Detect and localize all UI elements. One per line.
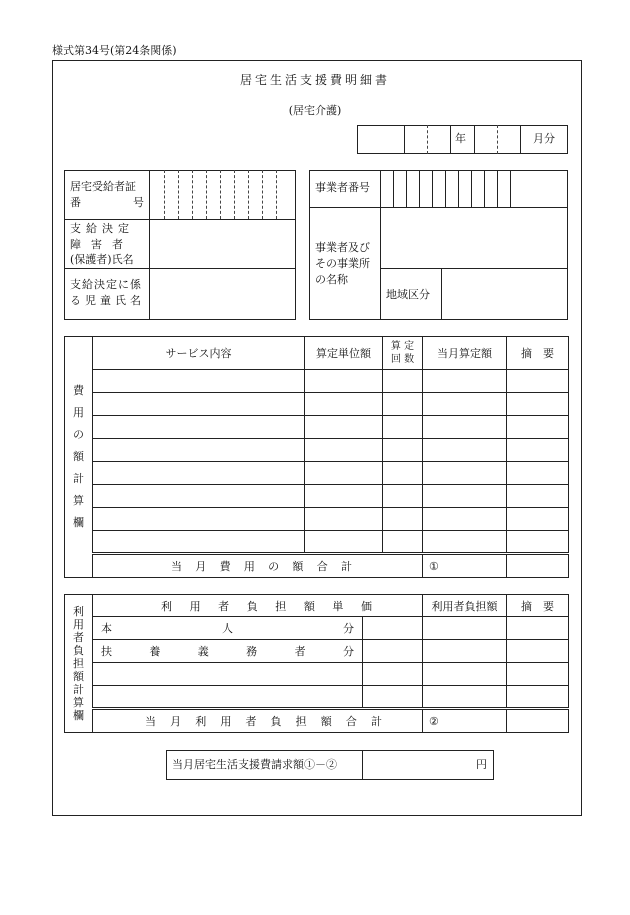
label-char: 当 bbox=[145, 715, 156, 728]
label-char: 担 bbox=[295, 715, 307, 728]
month-label: 月分 bbox=[533, 132, 555, 145]
col-burden-note: 摘 要 bbox=[507, 595, 569, 617]
label-char: 者 bbox=[73, 631, 84, 644]
table-row[interactable] bbox=[93, 508, 305, 531]
label-char: 費 bbox=[73, 384, 84, 397]
burden-unit-header bbox=[93, 595, 423, 617]
label-char: 月 bbox=[195, 560, 207, 573]
year-label: 年 bbox=[455, 132, 466, 145]
provider-name-label: 事業者及び bbox=[315, 241, 370, 254]
label-char: 計 bbox=[370, 715, 382, 728]
cost-total-value: ① bbox=[423, 554, 507, 578]
label-char: 用 bbox=[220, 715, 232, 728]
label-char: 欄 bbox=[73, 516, 84, 529]
cost-section-side-label bbox=[65, 380, 92, 534]
form-number: 様式第34号(第24条関係) bbox=[52, 44, 177, 57]
table-row[interactable] bbox=[93, 531, 305, 554]
burden-total-value: ② bbox=[423, 709, 507, 733]
label-char: 当 bbox=[171, 560, 182, 573]
cost-table bbox=[64, 336, 569, 578]
label-char: 養 bbox=[149, 645, 161, 658]
label-char: 者 bbox=[218, 599, 230, 613]
label-char: 費 bbox=[219, 560, 231, 573]
label-char: 利 bbox=[195, 715, 207, 728]
col-count: 算 定 回 数 bbox=[383, 337, 423, 370]
form-subtitle: (居宅介護) bbox=[288, 104, 342, 117]
label-char: 計 bbox=[73, 683, 84, 696]
table-row[interactable] bbox=[93, 439, 305, 462]
table-row[interactable] bbox=[93, 393, 305, 416]
label-char: 扶 bbox=[101, 645, 112, 658]
label-char: 負 bbox=[73, 644, 84, 657]
label-char: 務 bbox=[246, 645, 258, 658]
label-char: 用 bbox=[73, 618, 84, 631]
label-char: 額 bbox=[73, 670, 84, 683]
table-row[interactable] bbox=[93, 663, 363, 686]
label-char: 用 bbox=[189, 599, 201, 613]
label-char: 者 bbox=[294, 645, 306, 658]
label-char: 用 bbox=[73, 406, 84, 419]
label-char: 額 bbox=[320, 715, 332, 728]
label-char: の bbox=[73, 428, 84, 441]
label-char: 用 bbox=[243, 560, 255, 573]
label-char: 合 bbox=[345, 715, 357, 728]
disabled-person-label: 支給決定 bbox=[70, 222, 134, 235]
child-name-label: 支給決定に係 bbox=[70, 278, 142, 291]
table-row[interactable] bbox=[93, 370, 305, 393]
col-burden: 利用者負担額 bbox=[423, 595, 507, 617]
label-char: 担 bbox=[275, 599, 287, 613]
label-char: 額 bbox=[292, 560, 304, 573]
label-char: 単 bbox=[332, 599, 344, 613]
table-row[interactable] bbox=[93, 485, 305, 508]
table-row[interactable] bbox=[93, 462, 305, 485]
label-char: 算 bbox=[73, 494, 84, 507]
label-char: 担 bbox=[73, 657, 84, 670]
label-char: 欄 bbox=[73, 709, 84, 722]
label-char: 価 bbox=[360, 599, 372, 613]
claim-label: 当月居宅生活支援費請求額①－② bbox=[172, 758, 337, 771]
label-char: 者 bbox=[245, 715, 257, 728]
table-row[interactable] bbox=[93, 686, 363, 709]
label-char: 月 bbox=[170, 715, 182, 728]
col-month-amount: 当月算定額 bbox=[423, 337, 507, 370]
label-char: 負 bbox=[270, 715, 282, 728]
col-note: 摘 要 bbox=[507, 337, 569, 370]
cert-number-label: 居宅受給者証 bbox=[70, 180, 136, 193]
col-unit: 算定単位額 bbox=[305, 337, 383, 370]
row-support bbox=[93, 640, 363, 663]
label-char: 計 bbox=[73, 472, 84, 485]
burden-table bbox=[64, 594, 569, 733]
label-char: 人 bbox=[222, 622, 233, 635]
row-self bbox=[93, 617, 363, 640]
label-char: 算 bbox=[73, 696, 84, 709]
label-char: 利 bbox=[161, 599, 172, 613]
table-row[interactable] bbox=[93, 416, 305, 439]
cost-total-label bbox=[93, 554, 423, 578]
label-char: 合 bbox=[316, 560, 328, 573]
label-char: の bbox=[268, 560, 280, 573]
label-char: 負 bbox=[246, 599, 258, 613]
provider-number-label: 事業者番号 bbox=[315, 181, 370, 194]
label-char: 額 bbox=[303, 599, 315, 613]
claim-unit: 円 bbox=[476, 758, 487, 771]
label-char: 分 bbox=[343, 622, 354, 635]
label-char: 義 bbox=[197, 645, 209, 658]
label-char: 分 bbox=[342, 645, 354, 658]
label-char: 利 bbox=[73, 605, 84, 618]
label-char: 本 bbox=[101, 622, 112, 635]
form-title: 居宅生活支援費明細書 bbox=[239, 73, 390, 87]
label-char: 計 bbox=[340, 560, 352, 573]
burden-section-side-label bbox=[65, 605, 92, 722]
region-label: 地域区分 bbox=[386, 288, 430, 301]
label-char: 額 bbox=[73, 450, 84, 463]
burden-total-label bbox=[93, 709, 423, 733]
col-service: サービス内容 bbox=[93, 337, 305, 370]
